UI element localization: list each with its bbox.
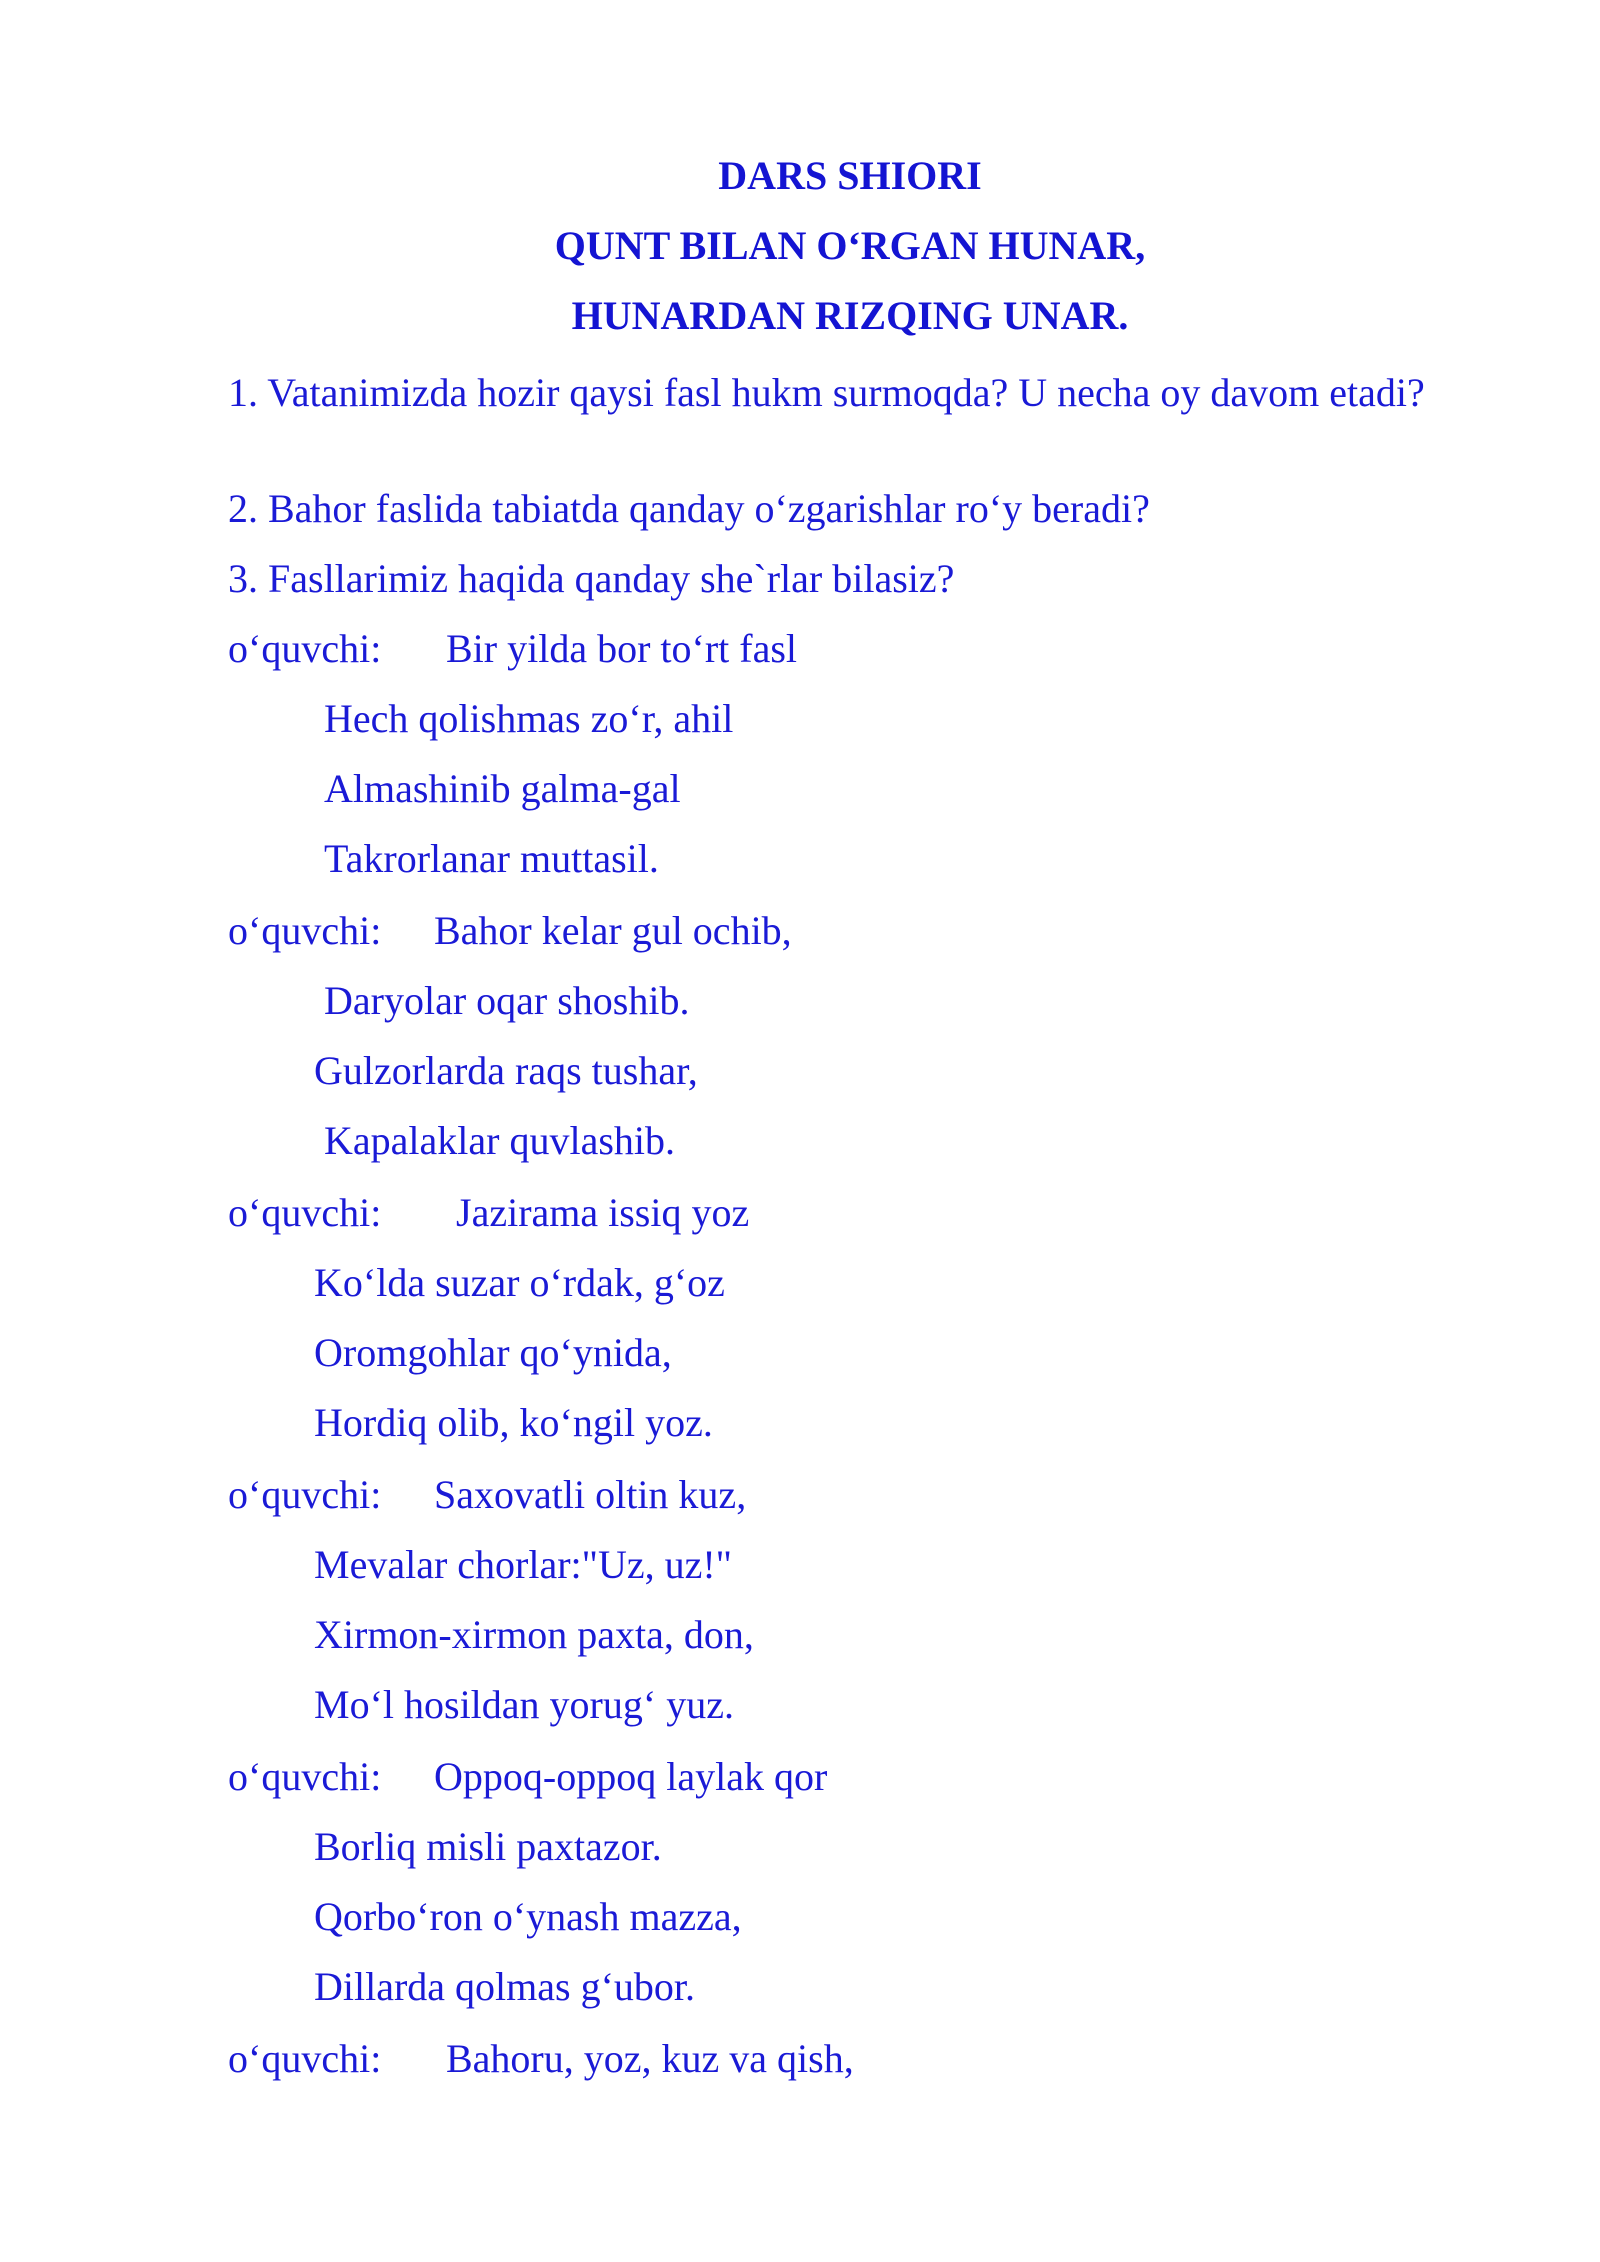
speaker-label: o‘quvchi: [228, 1754, 382, 1799]
poem-line: Bahor kelar gul ochib, [434, 908, 792, 953]
speaker-label: o‘quvchi: [228, 626, 382, 671]
poem-line: Hech qolishmas zo‘r, ahil [324, 696, 734, 741]
poem-line: Kapalaklar quvlashib. [324, 1118, 675, 1163]
poem-line: Gulzorlarda raqs tushar, [314, 1048, 698, 1093]
poem-line: Dillarda qolmas g‘ubor. [314, 1964, 696, 2009]
poem-line: Saxovatli oltin kuz, [434, 1472, 747, 1517]
poem-line: Mo‘l hosildan yorug‘ yuz. [314, 1682, 734, 1727]
poem-line: Bahoru, yoz, kuz va qish, [446, 2036, 854, 2081]
speaker-label: o‘quvchi: [228, 1472, 382, 1517]
question-2: 2. Bahor faslida tabiatda qanday o‘zgarishlar ro‘y beradi? [228, 486, 1150, 531]
poem-line: Oppoq-oppoq laylak qor [434, 1754, 828, 1799]
poem-line: Jazirama issiq yoz [456, 1190, 750, 1235]
poem-line: Hordiq olib, ko‘ngil yoz. [314, 1400, 713, 1445]
poem-line: Ko‘lda suzar o‘rdak, g‘oz [314, 1260, 725, 1305]
question-3: 3. Fasllarimiz haqida qanday she`rlar bilasiz? [228, 556, 955, 601]
speaker-label: o‘quvchi: [228, 908, 382, 953]
poem-line: Borliq misli paxtazor. [314, 1824, 662, 1869]
motto-line-1: QUNT BILAN O‘RGAN HUNAR, [554, 223, 1146, 268]
speaker-label: o‘quvchi: [228, 2036, 382, 2081]
lesson-motto-title: DARS SHIORI [718, 153, 982, 198]
motto-line-2: HUNARDAN RIZQING UNAR. [571, 293, 1129, 338]
poem-line: Almashinib galma-gal [324, 766, 681, 811]
question-1: 1. Vatanimizda hozir qaysi fasl hukm surmoqda? U necha oy davom etadi? [228, 370, 1425, 415]
poem-line: Mevalar chorlar:"Uz, uz!" [314, 1542, 733, 1587]
speaker-label: o‘quvchi: [228, 1190, 382, 1235]
poem-line: Takrorlanar muttasil. [324, 836, 659, 881]
poem-line: Oromgohlar qo‘ynida, [314, 1330, 672, 1375]
poem-line: Qorbo‘ron o‘ynash mazza, [314, 1894, 742, 1939]
poem-line: Bir yilda bor to‘rt fasl [446, 626, 798, 671]
poem-line: Daryolar oqar shoshib. [324, 978, 690, 1023]
poem-line: Xirmon-xirmon paxta, don, [314, 1612, 754, 1657]
